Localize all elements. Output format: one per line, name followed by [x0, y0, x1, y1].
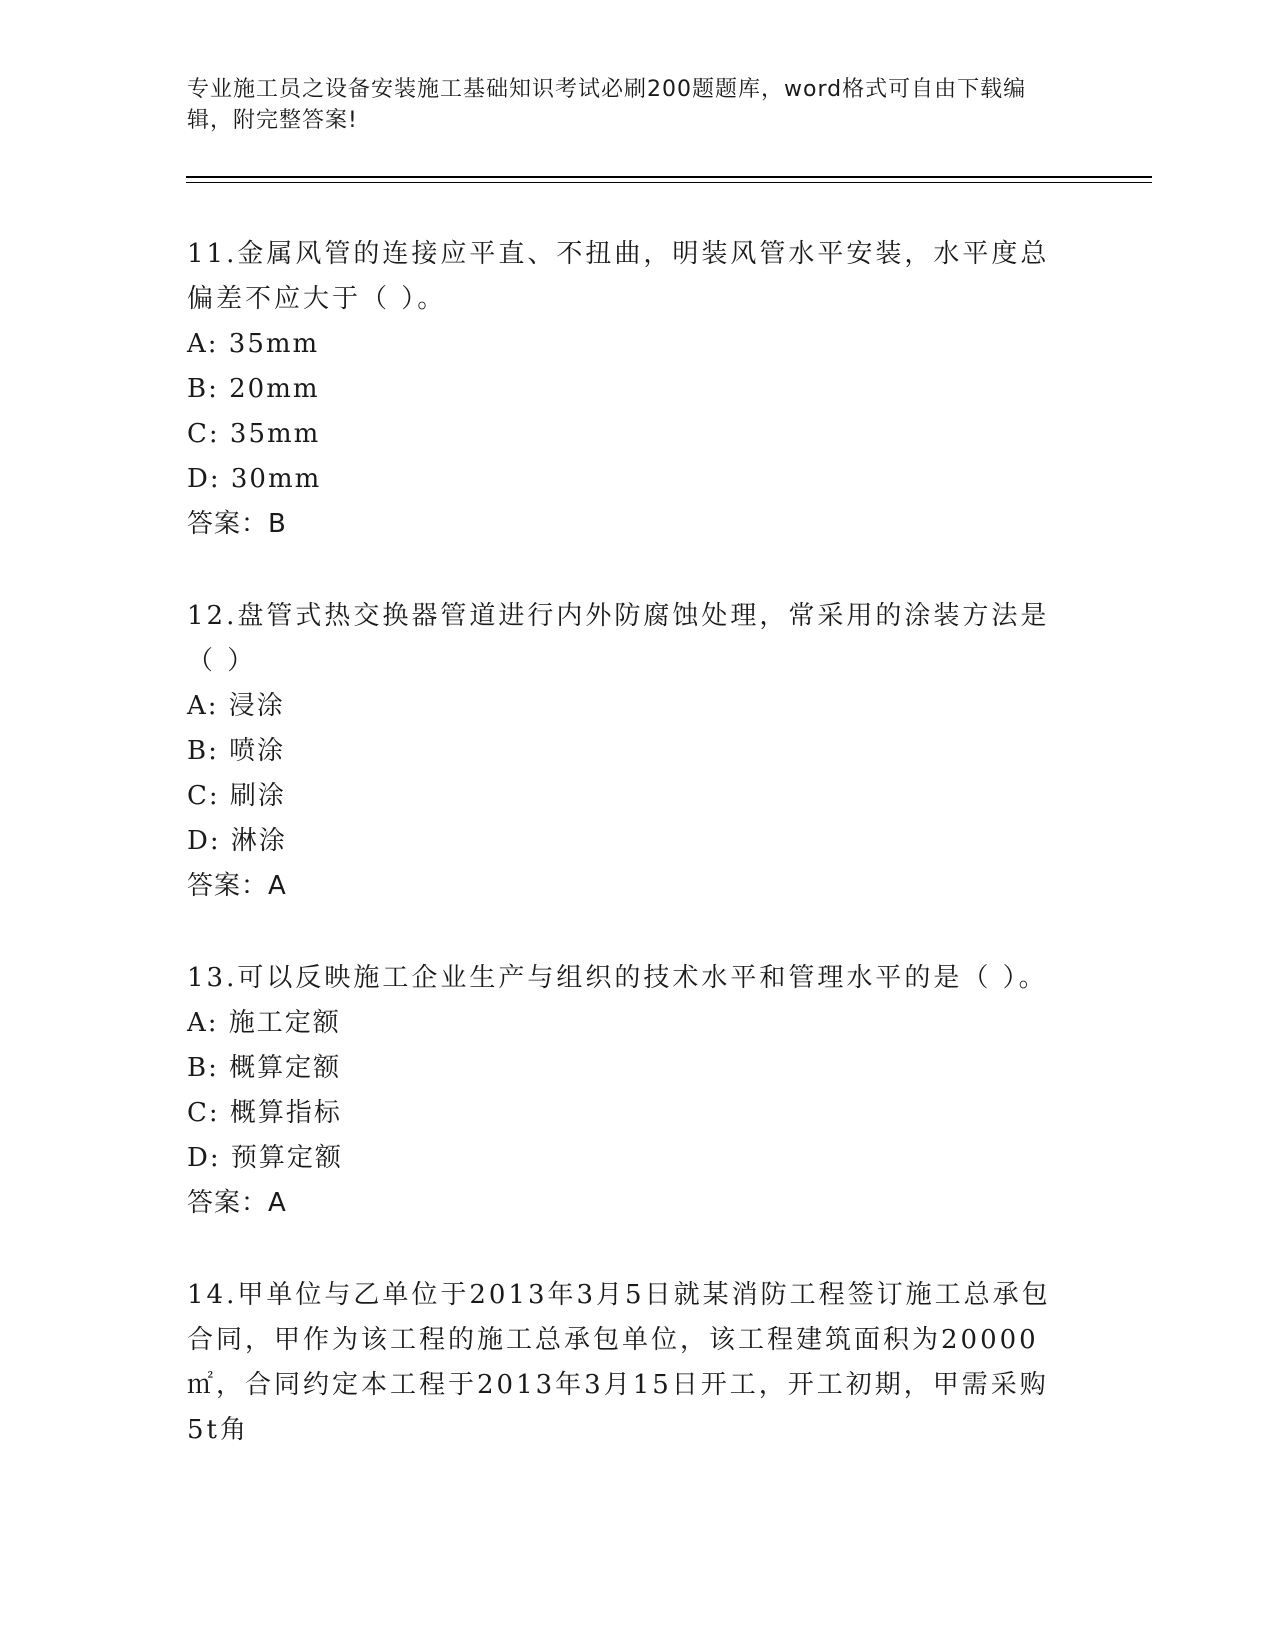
option-b: B: 喷涂 [187, 736, 286, 766]
option-c: C: 35mm [187, 419, 321, 449]
question-12 [187, 594, 1067, 909]
question-text: 12.盘管式热交换器管道进行内外防腐蚀处理，常采用的涂装方法是（ ） [187, 601, 1050, 676]
answer: 答案：B [187, 509, 287, 539]
question-text: 11.金属风管的连接应平直、不扭曲，明装风管水平安装，水平度总偏差不应大于（ ）。 [187, 239, 1050, 314]
option-a: A: 35mm [187, 329, 320, 359]
header-divider-thick [186, 176, 1152, 178]
option-b: B: 20mm [187, 374, 320, 404]
question-text: 14.甲单位与乙单位于2013年3月5日就某消防工程签订施工总承包合同，甲作为该工程的施工总承包单位，该工程建筑面积为20000㎡，合同约定本工程于2013年3月15日开工，开工初期，甲需采购5t角 [187, 1280, 1051, 1445]
option-b: B: 概算定额 [187, 1053, 342, 1083]
document-header: 专业施工员之设备安装施工基础知识考试必刷200题题库，word格式可自由下载编辑，附完整答案! [187, 77, 1027, 133]
option-d: D: 30mm [187, 464, 322, 494]
option-c: C: 刷涂 [187, 781, 286, 811]
option-d: D: 淋涂 [187, 826, 287, 856]
answer: 答案：A [187, 1188, 287, 1218]
option-a: A: 施工定额 [187, 1008, 341, 1038]
header-divider-thin [186, 182, 1152, 183]
question-list [187, 232, 1067, 1500]
question-11 [187, 232, 1067, 547]
question-14 [187, 1273, 1067, 1453]
option-c: C: 概算指标 [187, 1098, 342, 1128]
answer: 答案：A [187, 871, 287, 901]
option-d: D: 预算定额 [187, 1143, 343, 1173]
question-text: 13.可以反映施工企业生产与组织的技术水平和管理水平的是（ ）。 [187, 963, 1048, 993]
option-a: A: 浸涂 [187, 691, 285, 721]
question-13 [187, 956, 1067, 1226]
